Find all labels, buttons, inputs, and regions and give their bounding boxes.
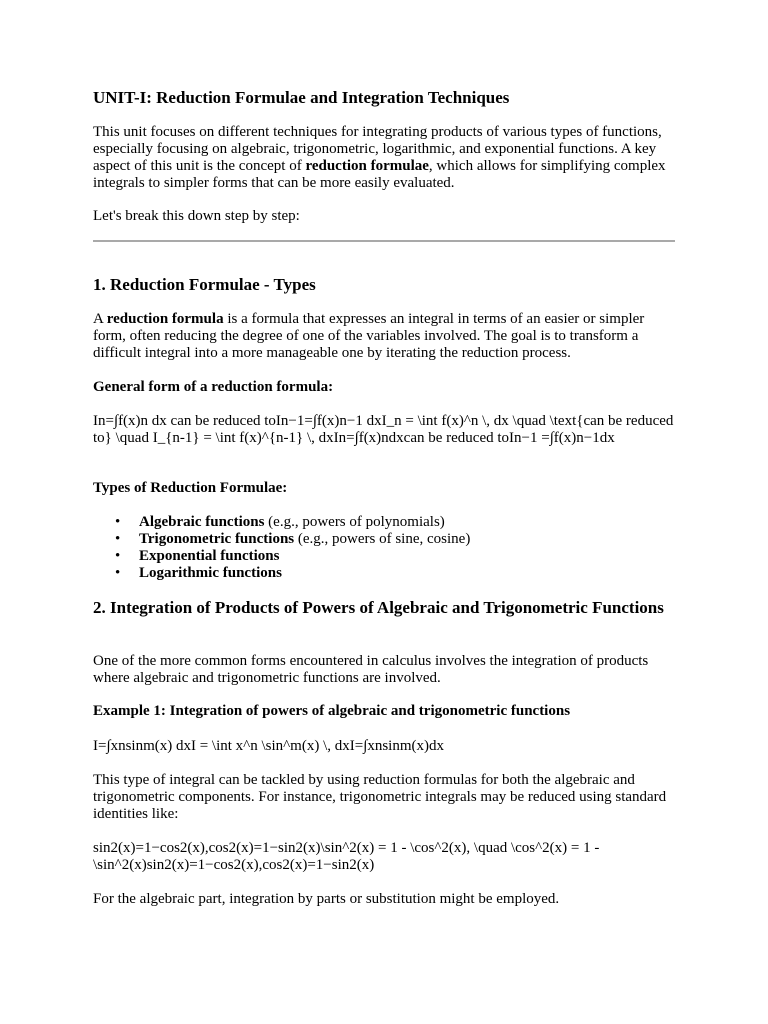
types-label-text: Types of Reduction Formulae: <box>93 480 288 496</box>
list-item <box>93 565 678 582</box>
section1-heading: 1. Reduction Formulae - Types <box>93 275 316 294</box>
general-form-label-text: General form of a reduction formula: <box>93 379 334 395</box>
type-name: Algebraic functions <box>139 514 265 530</box>
section2-paragraph-3: For the algebraic part, integration by parts or substitution might be employed. <box>93 891 560 907</box>
section2-paragraph-1: One of the more common forms encountered in calculus involves the integration of products where algebraic and trigonometric functions are involved. <box>93 653 649 686</box>
intro-text-end: , which allows for simplifying complex integrals to simpler forms that can be more easily evaluated. <box>93 158 666 191</box>
horizontal-divider <box>93 240 675 242</box>
section1-text-end: is a formula that expresses an integral in terms of an easier or simpler form, often reducing the degree of one of the variables involved. The goal is to transform a difficult integral into a more manageable one by iterating the reduction process. <box>93 311 645 361</box>
example-formula: I=∫xnsinm(x) dxI = \int x^n \sin^m(x) \, dxI=∫xnsinm(x)dx <box>93 738 444 754</box>
intro-text-start: This unit focuses on different techniques for integrating products of various types of functions, especially focusing on algebraic, trigonometric, logarithmic, and exponential functions. A key aspect of this unit is the concept of <box>93 124 662 174</box>
section1-text-start: A <box>93 311 107 327</box>
list-item <box>93 531 678 548</box>
intro-paragraph <box>93 124 678 192</box>
general-form-label <box>93 379 678 396</box>
types-label <box>93 480 678 497</box>
step-text: Let's break this down step by step: <box>93 208 300 224</box>
section1-paragraph <box>93 311 678 362</box>
section2-paragraph-2: This type of integral can be tackled by using reduction formulas for both the algebraic and trigonometric components. For instance, trigonometric integrals may be reduced using standard identities like: <box>93 772 667 822</box>
general-form-formula: In=∫f(x)n dx can be reduced toIn−1=∫f(x)n−1 dxI_n = \int f(x)^n \, dx \quad \text{can be reduced to} \quad I_{n-1} = \int f(x)^{n-1} \, dxIn=∫f(x)ndxcan be reduced toIn−1 =∫f(x)n−1dx <box>93 413 674 446</box>
section2-heading: 2. Integration of Products of Powers of Algebraic and Trigonometric Functions <box>93 598 664 617</box>
type-note: (e.g., powers of sine, cosine) <box>294 531 471 547</box>
section1-bold-term: reduction formula <box>106 311 224 327</box>
type-name: Exponential functions <box>139 548 280 564</box>
example-label-text: Example 1: Integration of powers of algebraic and trigonometric functions <box>93 703 571 719</box>
intro-bold-term: reduction formulae <box>305 158 429 174</box>
list-item <box>93 548 678 565</box>
type-name: Trigonometric functions <box>139 531 295 547</box>
identity-formula: sin2(x)=1−cos2(x),cos2(x)=1−sin2(x)\sin^2(x) = 1 - \cos^2(x), \quad \cos^2(x) = 1 - \sin^2(x)sin2(x)=1−cos2(x),cos2(x)=1−sin2(x) <box>93 840 600 873</box>
page-title: UNIT-I: Reduction Formulae and Integration Techniques <box>93 88 510 107</box>
types-list <box>93 514 678 582</box>
type-name: Logarithmic functions <box>139 565 282 581</box>
example-label <box>93 703 678 720</box>
list-item <box>93 514 678 531</box>
type-note: (e.g., powers of polynomials) <box>264 514 445 530</box>
